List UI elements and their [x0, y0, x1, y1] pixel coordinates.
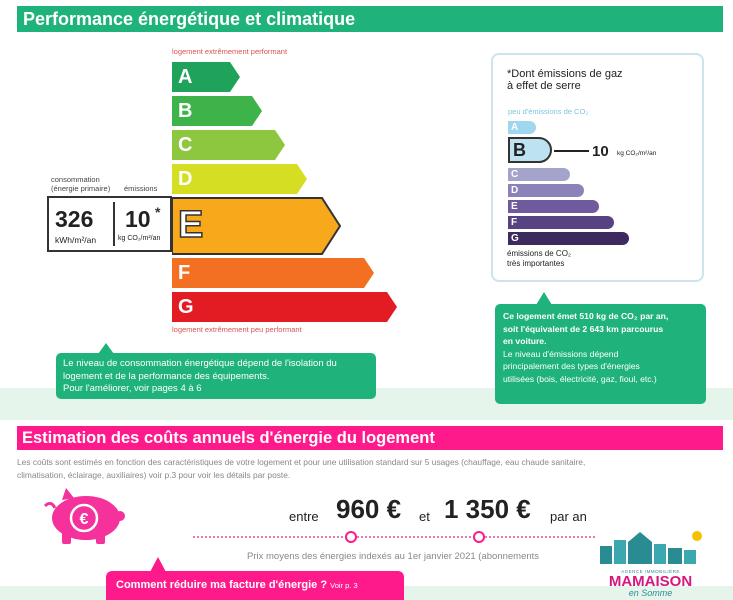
dpe-bars	[172, 62, 402, 324]
consumption-sublabel: (énergie primaire)	[51, 184, 111, 193]
svg-text:€: €	[79, 511, 89, 528]
dpe-bar-g	[172, 292, 397, 322]
ges-callout-line5: principalement des types d'énergies	[503, 361, 640, 371]
costs-intro-line1: Les coûts sont estimés en fonction des caractéristiques de votre logement et pour une utilisation standard sur 5 usages (chauffage, eau chaude sanitaire,	[17, 457, 586, 467]
dpe-callout-pointer	[98, 343, 114, 354]
dpe-label-bottom: logement extrêmement peu performant	[172, 325, 302, 334]
piggy-bank-icon	[40, 488, 126, 546]
dpe-bar-f	[172, 258, 374, 288]
ges-value: 10	[592, 143, 609, 160]
cost-per-year: par an	[550, 509, 587, 524]
ges-callout-line4: Le niveau d'émissions dépend	[503, 348, 619, 359]
emissions-value: 10	[125, 206, 151, 232]
ges-label-bottom-line1: émissions de CO₂	[507, 249, 572, 258]
dpe-value-box	[47, 196, 172, 252]
ges-label-bottom	[507, 249, 571, 269]
emissions-unit: kg CO₂/m²/an	[118, 235, 161, 242]
consumption-value: 326	[55, 206, 94, 232]
dpe-callout-line3: Pour l'améliorer, voir pages 4 à 6	[63, 383, 202, 394]
consumption-label: consommation	[51, 175, 100, 184]
reduce-pointer	[150, 557, 166, 572]
ges-pointer-line	[554, 150, 589, 152]
dpe-scale	[172, 62, 402, 324]
ges-bar-d: D	[508, 184, 584, 197]
dpe-letter-e: E	[178, 204, 204, 246]
reduce-bill-button[interactable]	[106, 571, 404, 600]
ges-label-top: peu d'émissions de CO₂	[508, 107, 589, 116]
dpe-letter-f: F	[178, 262, 191, 284]
ges-bar-f: F	[508, 216, 614, 229]
ges-callout-line2: soit l'équivalent de 2 643 km parcourus	[503, 323, 664, 334]
dpe-letter-d: D	[178, 168, 193, 190]
ges-bar-b: B	[508, 137, 552, 163]
dpe-callout-line2: logement et de la performance des équipements.	[63, 370, 270, 382]
prices-note: Prix moyens des énergies indexés au 1er janvier 2021 (abonnements	[247, 551, 540, 562]
ges-title-line1: *Dont émissions de gaz	[507, 68, 623, 80]
cost-and: et	[419, 509, 430, 524]
dpe-callout	[56, 353, 376, 399]
cost-between: entre	[289, 509, 319, 524]
ges-title	[507, 68, 623, 92]
ges-title-line2: à effet de serre	[507, 80, 581, 92]
ges-bar-e: E	[508, 200, 599, 213]
ges-bar-a: A	[508, 121, 536, 134]
dpe-label-top: logement extrêmement performant	[172, 47, 288, 56]
dpe-letter-c: C	[178, 134, 193, 156]
dpe-title: Performance énergétique et climatique	[17, 6, 723, 32]
agency-name: MAMAISON	[608, 573, 693, 590]
ges-panel	[491, 53, 704, 282]
consumption-unit: kWh/m²/an	[55, 235, 97, 245]
ges-bar-g: G	[508, 232, 629, 245]
costs-intro	[17, 456, 729, 482]
ges-bar-c: C	[508, 168, 570, 181]
cost-min-marker	[345, 531, 357, 543]
cost-max-marker	[473, 531, 485, 543]
dpe-letter-g: G	[178, 296, 194, 318]
cost-min: 960 €	[336, 494, 402, 524]
reduce-bill-label: Comment réduire ma facture d'énergie ?	[116, 579, 328, 591]
value-divider	[113, 202, 115, 246]
reduce-bill-ref[interactable]: Voir p. 3	[330, 581, 358, 590]
agency-logo	[598, 530, 703, 600]
ges-callout-line1: Ce logement émet 510 kg de CO₂ par an,	[503, 311, 669, 321]
dpe-letter-b: B	[178, 100, 193, 122]
ges-callout-line6: utilisées (bois, électricité, gaz, fioul, etc.)	[503, 373, 657, 384]
costs-intro-line2: climatisation, éclairage, auxiliaires) voir p.3 pour voir les détails par poste.	[17, 470, 291, 480]
cost-range-line	[193, 536, 595, 538]
ges-callout-line3: en voiture.	[503, 336, 547, 346]
ges-label-bottom-line2: très importantes	[507, 259, 565, 268]
houses-icon	[598, 530, 703, 564]
dpe-callout-line1: Le niveau de consommation énergétique dépend de l'isolation du	[63, 358, 337, 369]
ges-unit: kg CO₂/m²/an	[617, 150, 657, 157]
dpe-letter-a: A	[178, 66, 193, 88]
cost-max: 1 350 €	[444, 494, 531, 524]
agency-tagline: AGENCE IMMOBILIÈRE	[621, 569, 680, 574]
agency-sub: en Somme	[628, 588, 673, 598]
ges-callout	[495, 304, 706, 404]
emissions-label: émissions	[124, 184, 158, 193]
emissions-star: *	[155, 204, 161, 220]
costs-title: Estimation des coûts annuels d'énergie du logement	[17, 426, 723, 450]
